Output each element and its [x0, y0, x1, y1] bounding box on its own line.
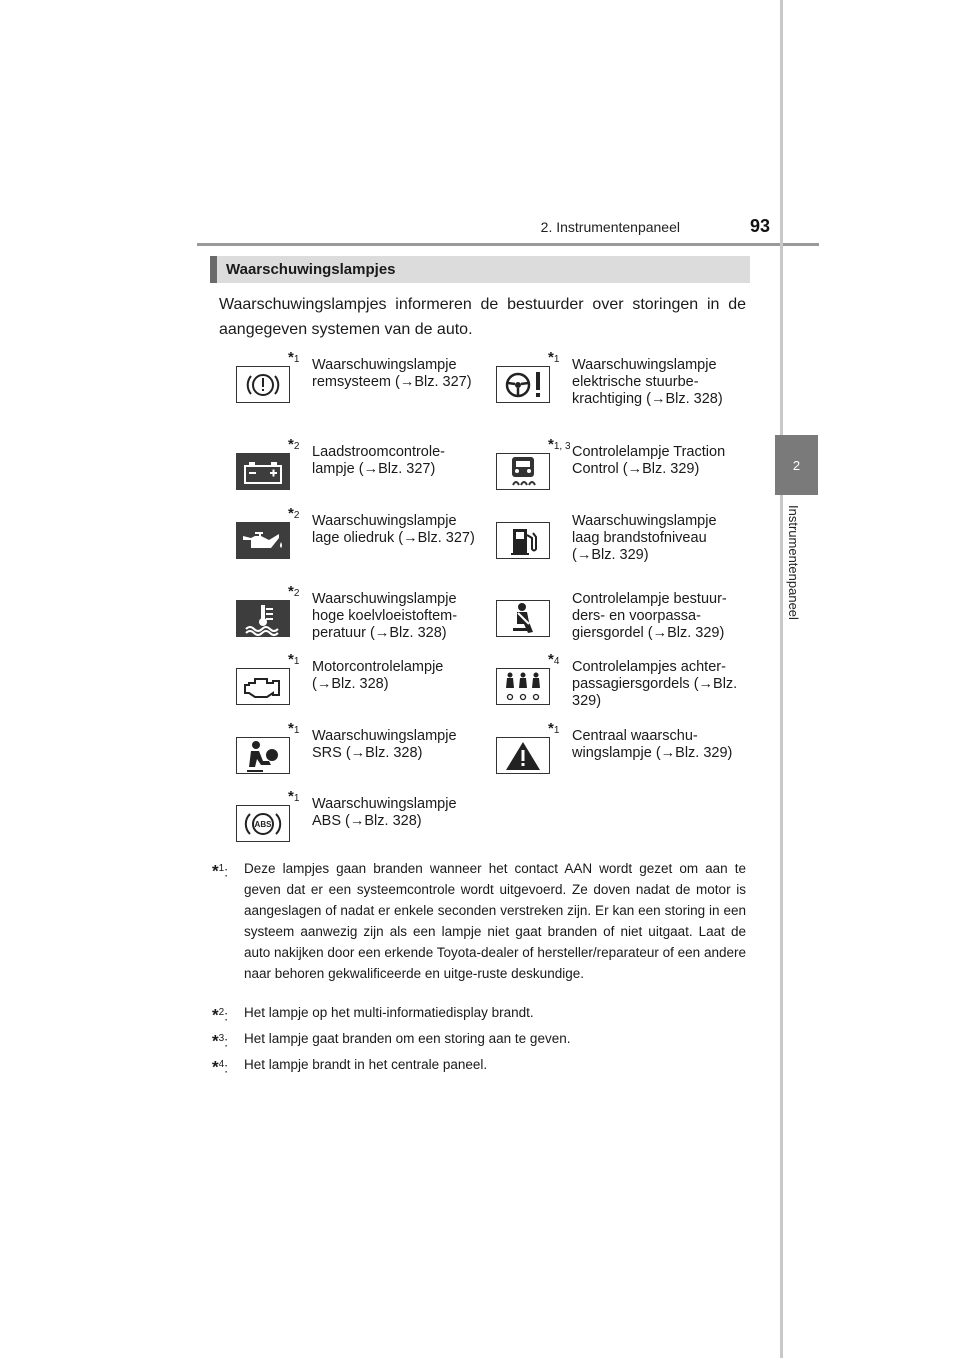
note-marker: *1: [548, 720, 560, 737]
lamp-description: Centraal waarschu-wingslampje (→Blz. 329): [572, 728, 733, 761]
lamp-description: Motorcontrolelampje (→Blz. 328): [312, 659, 444, 692]
note-marker: *1: [288, 720, 300, 737]
lamp-description: Waarschuwingslampje elektrische stuurbe-krachtiging (→Blz. 328): [572, 357, 723, 407]
intro-paragraph: Waarschuwingslampjes informeren de bestuurder over storingen in de aangegeven systemen van de auto.: [219, 296, 746, 338]
lamp-description: Waarschuwingslampje ABS (→Blz. 328): [312, 796, 457, 829]
running-header-section: 2. Instrumentenpaneel: [540, 219, 680, 235]
footnote-text: Het lampje op het multi-informatiedisplay brandt.: [244, 1005, 534, 1020]
note-marker: *4: [548, 651, 560, 668]
lamp-entry: [220, 505, 482, 577]
lamp-entry: [220, 651, 482, 723]
lamp-entry: [480, 583, 742, 655]
note-marker: *1: [288, 788, 300, 805]
footnote-text: Het lampje brandt in het centrale paneel.: [244, 1057, 488, 1072]
check-engine-icon: [236, 668, 290, 705]
side-tab-rule: [780, 0, 783, 1358]
footnote-marker: *$^2$:: [212, 1005, 228, 1025]
low-fuel-icon: [496, 522, 550, 559]
traction-control-icon: [496, 453, 550, 490]
chapter-tab-number: 2: [792, 457, 801, 473]
oil-pressure-icon: [236, 522, 290, 559]
lamp-entry: [220, 583, 482, 655]
lamp-entry: [480, 651, 742, 723]
footnote-text: Het lampje gaat branden om een storing aan te geven.: [244, 1031, 571, 1046]
note-marker: *1: [548, 349, 560, 366]
abs-warning-icon: [236, 805, 290, 842]
lamp-entry: [220, 436, 482, 508]
lamp-description: Waarschuwingslampje hoge koelvloeistoftem-peratuur (→Blz. 328): [312, 591, 458, 641]
lamp-description: Waarschuwingslampje remsysteem (→Blz. 327): [312, 357, 472, 390]
lamp-entry: [480, 505, 742, 577]
lamp-description: Controlelampje bestuur-ders- en voorpassa-giersgordel (→Blz. 329): [572, 591, 727, 641]
battery-charge-icon: [236, 453, 290, 490]
header-divider: [197, 243, 819, 246]
lamp-entry: [480, 436, 742, 508]
footnote-marker: *$^4$:: [212, 1057, 228, 1077]
rear-seatbelt-icon: [496, 668, 550, 705]
chapter-tab: [775, 435, 818, 495]
coolant-temperature-icon: [236, 600, 290, 637]
page-number: 93: [750, 216, 771, 236]
power-steering-warning-icon: [496, 366, 550, 403]
seatbelt-reminder-icon: [496, 600, 550, 637]
footnote: [212, 1002, 746, 1023]
footnote: [212, 1028, 746, 1049]
lamp-entry: [480, 720, 742, 792]
lamp-entry: [480, 349, 742, 421]
note-marker: *2: [288, 505, 300, 522]
chapter-tab-label: Instrumentenpaneel: [786, 505, 801, 620]
footnote: [212, 1054, 746, 1075]
lamp-description: Controlelampje Traction Control (→Blz. 329): [572, 444, 726, 477]
brake-system-warning-icon: [236, 366, 290, 403]
lamp-entry: [220, 788, 482, 860]
footnote-marker: *$^1$:: [212, 861, 228, 881]
note-marker: *2: [288, 436, 300, 453]
lamp-description: Controlelampjes achter-passagiersgordels (→Blz. 329): [572, 659, 738, 709]
srs-airbag-icon: [236, 737, 290, 774]
lamp-description: Waarschuwingslampje laag brandstofniveau (→Blz. 329): [572, 513, 717, 563]
lamp-description: Waarschuwingslampje lage oliedruk (→Blz. 327): [312, 513, 475, 546]
lamp-entry: [220, 349, 482, 421]
note-marker: *2: [288, 583, 300, 600]
note-marker: *1, 3: [548, 436, 571, 453]
section-title-marker: [210, 256, 217, 283]
lamp-entry: [220, 720, 482, 792]
footnote-marker: *$^3$:: [212, 1031, 228, 1051]
note-marker: *1: [288, 651, 300, 668]
footnote-text: Deze lampjes gaan branden wanneer het contact AAN wordt gezet om aan te geven dat er een systeemcontrole wordt uitgevoerd. Ze doven nadat de motor is aangeslagen of nadat er enkele seconden verstreken zijn. Er kan een storing in een systeem aanwezig zijn als een lampje niet gaat branden of niet uitgaat. Laat de auto nakijken door een erkende Toyota-dealer of hersteller/reparateur of een andere naar behoren gekwalificeerde en uitge-ruste deskundige.: [244, 861, 746, 981]
lamp-description: Laadstroomcontrole-lampje (→Blz. 327): [312, 444, 445, 477]
section-title-bar: [210, 256, 750, 283]
footnote: [212, 858, 746, 984]
note-marker: *1: [288, 349, 300, 366]
svg-text:ABS: ABS: [254, 819, 272, 829]
section-title: Waarschuwingslampjes: [226, 261, 396, 278]
master-warning-icon: [496, 737, 550, 774]
lamp-description: Waarschuwingslampje SRS (→Blz. 328): [312, 728, 457, 761]
